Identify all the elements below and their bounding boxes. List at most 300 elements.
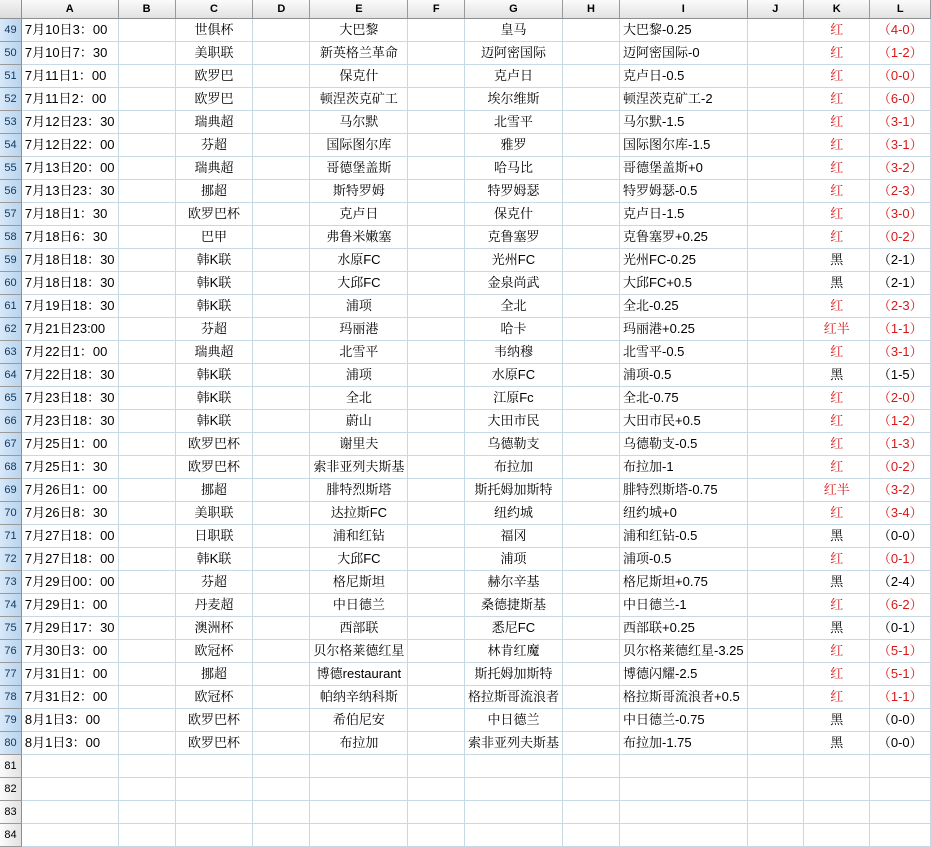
cell-empty-d[interactable]	[253, 387, 310, 410]
cell-empty-h[interactable]	[562, 502, 619, 525]
cell-empty-j[interactable]	[747, 525, 803, 548]
table-row[interactable]	[0, 640, 931, 663]
cell-empty-f[interactable]	[408, 387, 465, 410]
table-row[interactable]	[0, 548, 931, 571]
cell-away-team[interactable]: 保克什	[464, 203, 562, 226]
cell-empty-d[interactable]	[253, 801, 310, 824]
cell-home-team[interactable]: 玛丽港	[310, 318, 408, 341]
cell-empty-j[interactable]	[747, 111, 803, 134]
cell-empty-d[interactable]	[253, 709, 310, 732]
cell-away-team[interactable]: 特罗姆瑟	[464, 180, 562, 203]
cell-away-team[interactable]: 格拉斯哥流浪者	[464, 686, 562, 709]
cell-home-team[interactable]: 马尔默	[310, 111, 408, 134]
cell-empty-j[interactable]	[747, 157, 803, 180]
cell-home-team[interactable]: 弗鲁米嫩塞	[310, 226, 408, 249]
cell-score[interactable]: （3-2）	[870, 157, 931, 180]
cell-empty-f[interactable]	[408, 686, 465, 709]
cell-empty-f[interactable]	[408, 502, 465, 525]
cell-league[interactable]: 挪超	[175, 479, 253, 502]
table-row[interactable]	[0, 755, 931, 778]
cell-empty-j[interactable]	[747, 686, 803, 709]
cell-away-team[interactable]: 福冈	[464, 525, 562, 548]
cell-empty-f[interactable]	[408, 364, 465, 387]
cell-home-team[interactable]	[310, 801, 408, 824]
cell-empty-j[interactable]	[747, 456, 803, 479]
cell-result-flag[interactable]: 红	[803, 341, 870, 364]
column-header-H[interactable]: H	[562, 0, 619, 19]
cell-empty-b[interactable]	[118, 19, 175, 42]
cell-empty-b[interactable]	[118, 617, 175, 640]
cell-home-team[interactable]: 帕纳辛纳科斯	[310, 686, 408, 709]
row-header-84[interactable]: 84	[0, 824, 21, 847]
cell-handicap[interactable]: 北雪平-0.5	[620, 341, 748, 364]
cell-result-flag[interactable]: 红	[803, 410, 870, 433]
cell-empty-j[interactable]	[747, 364, 803, 387]
cell-league[interactable]: 芬超	[175, 134, 253, 157]
cell-empty-j[interactable]	[747, 318, 803, 341]
cell-result-flag[interactable]: 黑	[803, 364, 870, 387]
cell-away-team[interactable]	[464, 824, 562, 847]
row-header-78[interactable]: 78	[0, 686, 21, 709]
cell-home-team[interactable]	[310, 824, 408, 847]
cell-score[interactable]: （0-2）	[870, 456, 931, 479]
cell-league[interactable]: 世俱杯	[175, 19, 253, 42]
cell-league[interactable]: 欧冠杯	[175, 686, 253, 709]
cell-handicap[interactable]: 格尼斯坦+0.75	[620, 571, 748, 594]
cell-handicap[interactable]	[620, 801, 748, 824]
cell-away-team[interactable]: 埃尔维斯	[464, 88, 562, 111]
row-header-66[interactable]: 66	[0, 410, 21, 433]
cell-empty-f[interactable]	[408, 318, 465, 341]
cell-empty-d[interactable]	[253, 617, 310, 640]
table-row[interactable]	[0, 157, 931, 180]
cell-handicap[interactable]: 浦和红钻-0.5	[620, 525, 748, 548]
cell-date[interactable]: 7月29日1：00	[21, 594, 118, 617]
cell-league[interactable]: 瑞典超	[175, 341, 253, 364]
select-all-corner[interactable]	[0, 0, 21, 19]
cell-result-flag[interactable]	[803, 755, 870, 778]
cell-league[interactable]: 美职联	[175, 42, 253, 65]
cell-date[interactable]: 7月13日20：00	[21, 157, 118, 180]
cell-empty-f[interactable]	[408, 157, 465, 180]
cell-home-team[interactable]	[310, 755, 408, 778]
cell-home-team[interactable]: 谢里夫	[310, 433, 408, 456]
cell-score[interactable]: （0-0）	[870, 65, 931, 88]
cell-empty-j[interactable]	[747, 571, 803, 594]
cell-empty-b[interactable]	[118, 732, 175, 755]
cell-result-flag[interactable]: 红半	[803, 479, 870, 502]
cell-empty-h[interactable]	[562, 318, 619, 341]
cell-empty-j[interactable]	[747, 548, 803, 571]
cell-result-flag[interactable]: 红	[803, 111, 870, 134]
row-header-70[interactable]: 70	[0, 502, 21, 525]
cell-handicap[interactable]: 贝尔格莱德红星-3.25	[620, 640, 748, 663]
cell-score[interactable]: （2-3）	[870, 295, 931, 318]
row-header-69[interactable]: 69	[0, 479, 21, 502]
column-header-B[interactable]: B	[118, 0, 175, 19]
cell-away-team[interactable]: 斯托姆加斯特	[464, 479, 562, 502]
cell-empty-d[interactable]	[253, 479, 310, 502]
cell-league[interactable]: 澳洲杯	[175, 617, 253, 640]
column-header-A[interactable]: A	[21, 0, 118, 19]
cell-empty-h[interactable]	[562, 548, 619, 571]
cell-empty-f[interactable]	[408, 341, 465, 364]
cell-handicap[interactable]: 浦项-0.5	[620, 548, 748, 571]
cell-score[interactable]: （5-1）	[870, 640, 931, 663]
cell-away-team[interactable]: 桑德捷斯基	[464, 594, 562, 617]
cell-empty-j[interactable]	[747, 640, 803, 663]
column-header-I[interactable]: I	[620, 0, 748, 19]
cell-empty-b[interactable]	[118, 571, 175, 594]
row-header-61[interactable]: 61	[0, 295, 21, 318]
cell-empty-d[interactable]	[253, 640, 310, 663]
cell-away-team[interactable]: 迈阿密国际	[464, 42, 562, 65]
row-header-59[interactable]: 59	[0, 249, 21, 272]
cell-home-team[interactable]: 大巴黎	[310, 19, 408, 42]
cell-result-flag[interactable]: 红	[803, 387, 870, 410]
cell-empty-d[interactable]	[253, 65, 310, 88]
cell-empty-b[interactable]	[118, 640, 175, 663]
cell-empty-j[interactable]	[747, 180, 803, 203]
table-row[interactable]	[0, 295, 931, 318]
cell-empty-h[interactable]	[562, 88, 619, 111]
table-row[interactable]	[0, 571, 931, 594]
table-row[interactable]	[0, 249, 931, 272]
cell-empty-b[interactable]	[118, 663, 175, 686]
table-row[interactable]	[0, 318, 931, 341]
cell-league[interactable]: 瑞典超	[175, 111, 253, 134]
cell-score[interactable]: （3-4）	[870, 502, 931, 525]
cell-league[interactable]: 韩K联	[175, 295, 253, 318]
column-header-G[interactable]: G	[464, 0, 562, 19]
cell-empty-h[interactable]	[562, 571, 619, 594]
cell-score[interactable]: （6-0）	[870, 88, 931, 111]
cell-handicap[interactable]	[620, 824, 748, 847]
cell-handicap[interactable]: 布拉加-1.75	[620, 732, 748, 755]
cell-empty-b[interactable]	[118, 502, 175, 525]
cell-empty-b[interactable]	[118, 134, 175, 157]
table-row[interactable]	[0, 433, 931, 456]
cell-empty-b[interactable]	[118, 364, 175, 387]
cell-home-team[interactable]: 克卢日	[310, 203, 408, 226]
cell-league[interactable]: 欧罗巴	[175, 65, 253, 88]
cell-empty-b[interactable]	[118, 295, 175, 318]
cell-result-flag[interactable]: 红	[803, 502, 870, 525]
cell-date[interactable]: 7月11日1：00	[21, 65, 118, 88]
cell-handicap[interactable]: 哥德堡盖斯+0	[620, 157, 748, 180]
table-row[interactable]	[0, 203, 931, 226]
cell-date[interactable]: 7月18日6：30	[21, 226, 118, 249]
cell-home-team[interactable]	[310, 778, 408, 801]
cell-empty-d[interactable]	[253, 663, 310, 686]
cell-empty-b[interactable]	[118, 801, 175, 824]
cell-empty-d[interactable]	[253, 364, 310, 387]
cell-result-flag[interactable]: 红	[803, 65, 870, 88]
table-row[interactable]	[0, 479, 931, 502]
cell-empty-d[interactable]	[253, 249, 310, 272]
cell-empty-j[interactable]	[747, 617, 803, 640]
cell-away-team[interactable]	[464, 801, 562, 824]
cell-empty-d[interactable]	[253, 571, 310, 594]
cell-away-team[interactable]: 乌德勒支	[464, 433, 562, 456]
cell-home-team[interactable]: 腓特烈斯塔	[310, 479, 408, 502]
cell-empty-b[interactable]	[118, 180, 175, 203]
cell-empty-b[interactable]	[118, 778, 175, 801]
row-header-77[interactable]: 77	[0, 663, 21, 686]
cell-result-flag[interactable]: 黑	[803, 617, 870, 640]
cell-empty-b[interactable]	[118, 318, 175, 341]
cell-league[interactable]: 韩K联	[175, 387, 253, 410]
cell-result-flag[interactable]	[803, 824, 870, 847]
cell-home-team[interactable]: 浦和红钻	[310, 525, 408, 548]
cell-score[interactable]: （2-1）	[870, 249, 931, 272]
cell-empty-j[interactable]	[747, 42, 803, 65]
cell-score[interactable]: （5-1）	[870, 663, 931, 686]
cell-empty-j[interactable]	[747, 410, 803, 433]
cell-empty-f[interactable]	[408, 226, 465, 249]
cell-score[interactable]: （3-1）	[870, 111, 931, 134]
row-header-79[interactable]: 79	[0, 709, 21, 732]
cell-empty-d[interactable]	[253, 134, 310, 157]
table-row[interactable]	[0, 663, 931, 686]
row-header-54[interactable]: 54	[0, 134, 21, 157]
cell-date[interactable]	[21, 824, 118, 847]
row-header-51[interactable]: 51	[0, 65, 21, 88]
cell-handicap[interactable]: 布拉加-1	[620, 456, 748, 479]
cell-empty-b[interactable]	[118, 249, 175, 272]
cell-league[interactable]: 欧罗巴杯	[175, 732, 253, 755]
cell-home-team[interactable]: 全北	[310, 387, 408, 410]
table-row[interactable]	[0, 180, 931, 203]
cell-empty-d[interactable]	[253, 548, 310, 571]
table-row[interactable]	[0, 525, 931, 548]
table-row[interactable]	[0, 824, 931, 847]
cell-empty-f[interactable]	[408, 203, 465, 226]
cell-empty-j[interactable]	[747, 502, 803, 525]
cell-empty-b[interactable]	[118, 594, 175, 617]
cell-empty-f[interactable]	[408, 801, 465, 824]
cell-empty-h[interactable]	[562, 226, 619, 249]
cell-score[interactable]: （0-0）	[870, 525, 931, 548]
cell-result-flag[interactable]: 黑	[803, 709, 870, 732]
row-header-71[interactable]: 71	[0, 525, 21, 548]
cell-empty-j[interactable]	[747, 801, 803, 824]
cell-handicap[interactable]: 迈阿密国际-0	[620, 42, 748, 65]
cell-league[interactable]: 韩K联	[175, 548, 253, 571]
cell-result-flag[interactable]: 黑	[803, 249, 870, 272]
cell-handicap[interactable]: 中日德兰-1	[620, 594, 748, 617]
cell-empty-h[interactable]	[562, 433, 619, 456]
cell-handicap[interactable]: 中日德兰-0.75	[620, 709, 748, 732]
cell-empty-d[interactable]	[253, 525, 310, 548]
cell-league[interactable]: 巴甲	[175, 226, 253, 249]
cell-empty-f[interactable]	[408, 456, 465, 479]
cell-empty-j[interactable]	[747, 341, 803, 364]
cell-league[interactable]: 美职联	[175, 502, 253, 525]
cell-empty-b[interactable]	[118, 42, 175, 65]
cell-empty-h[interactable]	[562, 295, 619, 318]
cell-result-flag[interactable]: 红	[803, 295, 870, 318]
cell-empty-h[interactable]	[562, 410, 619, 433]
cell-score[interactable]	[870, 755, 931, 778]
cell-empty-j[interactable]	[747, 203, 803, 226]
cell-empty-d[interactable]	[253, 732, 310, 755]
cell-empty-h[interactable]	[562, 709, 619, 732]
cell-date[interactable]: 7月31日2：00	[21, 686, 118, 709]
row-header-81[interactable]: 81	[0, 755, 21, 778]
cell-handicap[interactable]: 克卢日-1.5	[620, 203, 748, 226]
cell-empty-f[interactable]	[408, 709, 465, 732]
cell-away-team[interactable]: 纽约城	[464, 502, 562, 525]
column-header-F[interactable]: F	[408, 0, 465, 19]
cell-empty-j[interactable]	[747, 663, 803, 686]
cell-empty-h[interactable]	[562, 525, 619, 548]
cell-handicap[interactable]: 光州FC-0.25	[620, 249, 748, 272]
cell-date[interactable]: 7月19日18：30	[21, 295, 118, 318]
cell-empty-d[interactable]	[253, 88, 310, 111]
row-header-72[interactable]: 72	[0, 548, 21, 571]
cell-empty-h[interactable]	[562, 663, 619, 686]
cell-date[interactable]: 7月18日18：30	[21, 272, 118, 295]
cell-home-team[interactable]: 大邱FC	[310, 272, 408, 295]
cell-empty-d[interactable]	[253, 42, 310, 65]
cell-away-team[interactable]: 哈卡	[464, 318, 562, 341]
cell-empty-f[interactable]	[408, 732, 465, 755]
cell-home-team[interactable]: 蔚山	[310, 410, 408, 433]
cell-away-team[interactable]: 北雪平	[464, 111, 562, 134]
cell-handicap[interactable]: 大邱FC+0.5	[620, 272, 748, 295]
cell-league[interactable]: 韩K联	[175, 272, 253, 295]
cell-result-flag[interactable]: 红半	[803, 318, 870, 341]
cell-empty-h[interactable]	[562, 65, 619, 88]
cell-result-flag[interactable]: 红	[803, 180, 870, 203]
table-row[interactable]	[0, 709, 931, 732]
cell-empty-j[interactable]	[747, 134, 803, 157]
cell-empty-f[interactable]	[408, 663, 465, 686]
cell-empty-f[interactable]	[408, 594, 465, 617]
cell-date[interactable]: 7月11日2：00	[21, 88, 118, 111]
cell-date[interactable]: 7月22日1：00	[21, 341, 118, 364]
row-header-64[interactable]: 64	[0, 364, 21, 387]
cell-empty-h[interactable]	[562, 824, 619, 847]
cell-empty-d[interactable]	[253, 410, 310, 433]
cell-score[interactable]: （1-1）	[870, 686, 931, 709]
cell-empty-d[interactable]	[253, 272, 310, 295]
cell-empty-j[interactable]	[747, 709, 803, 732]
cell-empty-h[interactable]	[562, 180, 619, 203]
cell-score[interactable]: （3-1）	[870, 341, 931, 364]
row-header-76[interactable]: 76	[0, 640, 21, 663]
cell-home-team[interactable]: 索非亚列夫斯基	[310, 456, 408, 479]
cell-date[interactable]: 7月25日1：00	[21, 433, 118, 456]
table-row[interactable]	[0, 594, 931, 617]
table-row[interactable]	[0, 134, 931, 157]
cell-empty-j[interactable]	[747, 226, 803, 249]
cell-league[interactable]	[175, 778, 253, 801]
cell-score[interactable]	[870, 778, 931, 801]
cell-empty-j[interactable]	[747, 19, 803, 42]
cell-empty-d[interactable]	[253, 111, 310, 134]
cell-empty-j[interactable]	[747, 594, 803, 617]
row-header-68[interactable]: 68	[0, 456, 21, 479]
cell-result-flag[interactable]: 红	[803, 594, 870, 617]
cell-league[interactable]: 芬超	[175, 318, 253, 341]
cell-empty-b[interactable]	[118, 88, 175, 111]
row-header-49[interactable]: 49	[0, 19, 21, 42]
cell-empty-f[interactable]	[408, 640, 465, 663]
cell-score[interactable]: （3-1）	[870, 134, 931, 157]
cell-empty-h[interactable]	[562, 801, 619, 824]
cell-away-team[interactable]: 克鲁塞罗	[464, 226, 562, 249]
cell-date[interactable]: 7月18日18：30	[21, 249, 118, 272]
cell-date[interactable]: 7月25日1：30	[21, 456, 118, 479]
cell-empty-b[interactable]	[118, 709, 175, 732]
cell-empty-h[interactable]	[562, 19, 619, 42]
cell-score[interactable]: （4-0）	[870, 19, 931, 42]
cell-score[interactable]: （2-3）	[870, 180, 931, 203]
cell-result-flag[interactable]: 黑	[803, 732, 870, 755]
column-header-K[interactable]: K	[803, 0, 870, 19]
cell-handicap[interactable]: 顿涅茨克矿工-2	[620, 88, 748, 111]
cell-home-team[interactable]: 国际图尔库	[310, 134, 408, 157]
cell-empty-d[interactable]	[253, 755, 310, 778]
row-header-55[interactable]: 55	[0, 157, 21, 180]
table-row[interactable]	[0, 272, 931, 295]
cell-empty-d[interactable]	[253, 19, 310, 42]
column-header-D[interactable]: D	[253, 0, 310, 19]
row-header-74[interactable]: 74	[0, 594, 21, 617]
cell-empty-d[interactable]	[253, 456, 310, 479]
cell-result-flag[interactable]: 红	[803, 134, 870, 157]
cell-empty-j[interactable]	[747, 65, 803, 88]
cell-home-team[interactable]: 水原FC	[310, 249, 408, 272]
cell-empty-f[interactable]	[408, 65, 465, 88]
cell-home-team[interactable]: 新英格兰革命	[310, 42, 408, 65]
cell-empty-h[interactable]	[562, 594, 619, 617]
row-header-67[interactable]: 67	[0, 433, 21, 456]
cell-league[interactable]	[175, 801, 253, 824]
cell-date[interactable]: 7月12日23：30	[21, 111, 118, 134]
cell-handicap[interactable]: 博德闪耀-2.5	[620, 663, 748, 686]
cell-empty-d[interactable]	[253, 180, 310, 203]
cell-date[interactable]: 7月29日17：30	[21, 617, 118, 640]
cell-date[interactable]: 7月18日1：30	[21, 203, 118, 226]
cell-league[interactable]: 欧罗巴	[175, 88, 253, 111]
cell-away-team[interactable]	[464, 755, 562, 778]
cell-date[interactable]: 8月1日3：00	[21, 709, 118, 732]
cell-empty-b[interactable]	[118, 203, 175, 226]
cell-date[interactable]: 7月21日23:00	[21, 318, 118, 341]
table-row[interactable]	[0, 410, 931, 433]
cell-empty-h[interactable]	[562, 42, 619, 65]
cell-handicap[interactable]: 克鲁塞罗+0.25	[620, 226, 748, 249]
cell-away-team[interactable]: 江原Fc	[464, 387, 562, 410]
cell-empty-j[interactable]	[747, 387, 803, 410]
column-header-C[interactable]: C	[175, 0, 253, 19]
cell-handicap[interactable]: 特罗姆瑟-0.5	[620, 180, 748, 203]
cell-home-team[interactable]: 中日德兰	[310, 594, 408, 617]
cell-away-team[interactable]: 中日德兰	[464, 709, 562, 732]
cell-date[interactable]: 7月23日18：30	[21, 387, 118, 410]
cell-empty-b[interactable]	[118, 341, 175, 364]
cell-empty-b[interactable]	[118, 456, 175, 479]
cell-league[interactable]: 欧罗巴杯	[175, 709, 253, 732]
cell-empty-f[interactable]	[408, 410, 465, 433]
cell-empty-d[interactable]	[253, 502, 310, 525]
cell-date[interactable]	[21, 801, 118, 824]
table-row[interactable]	[0, 19, 931, 42]
cell-empty-d[interactable]	[253, 318, 310, 341]
